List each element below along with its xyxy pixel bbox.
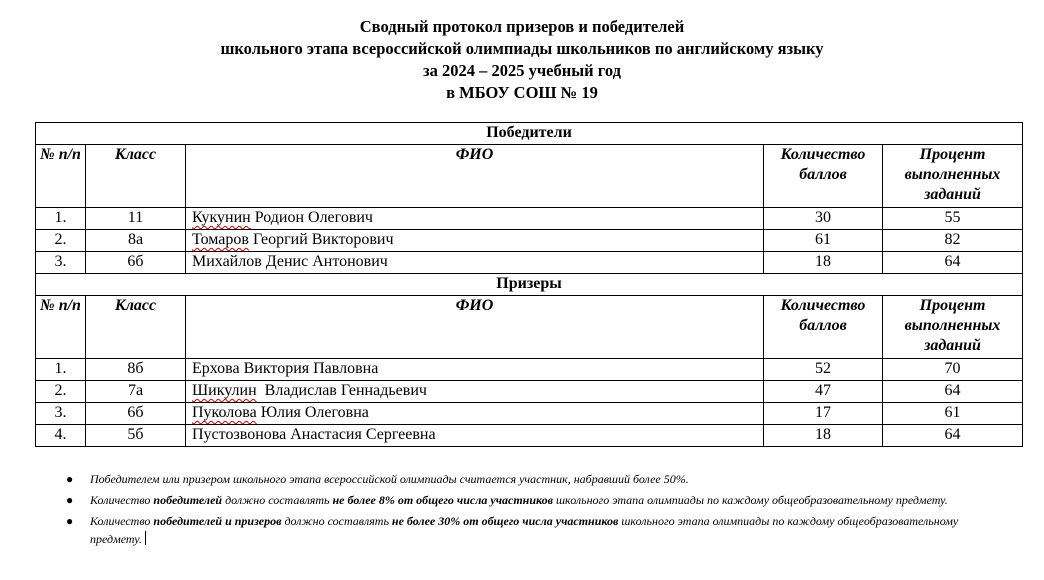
- row-surname: Пустозвонова: [192, 426, 287, 443]
- row-name: [186, 381, 764, 403]
- row-given-names: Юлия Олеговна: [256, 404, 369, 421]
- row-percent: 64: [883, 252, 1023, 274]
- table-row: [36, 230, 1023, 252]
- row-given-names: Владислав Геннадьевич: [256, 382, 427, 399]
- bullet-icon: ●: [66, 514, 74, 528]
- row-score: 61: [764, 230, 883, 252]
- table-row: [36, 403, 1023, 425]
- header-name: ФИО: [186, 296, 764, 359]
- row-class: 6б: [86, 403, 186, 425]
- text-cursor: [145, 531, 146, 545]
- row-name: [186, 425, 764, 447]
- title-line-1: Сводный протокол призеров и победителей: [359, 17, 685, 36]
- header-score: Количество баллов: [764, 296, 883, 359]
- note-emphasis: не более 8% от общего числа участников: [332, 493, 553, 507]
- row-percent: 55: [883, 208, 1023, 230]
- header-percent: Процент выполненных заданий: [883, 296, 1023, 359]
- header-num: № п/п: [36, 145, 86, 208]
- table-row: [36, 425, 1023, 447]
- row-class: 11: [86, 208, 186, 230]
- winners-header-row: [36, 145, 1023, 208]
- results-table: [35, 122, 1023, 447]
- row-percent: 64: [883, 381, 1023, 403]
- document-title: [0, 16, 1044, 104]
- row-given-names: Денис Антонович: [261, 253, 388, 270]
- row-given-names: Виктория Павловна: [239, 360, 379, 377]
- row-surname: Ерхова: [192, 360, 240, 377]
- prizewinners-section-label: Призеры: [36, 274, 1023, 296]
- row-percent: 70: [883, 359, 1023, 381]
- table-row: [36, 252, 1023, 274]
- row-given-names: Родион Олегович: [250, 209, 373, 226]
- row-given-names: Анастасия Сергеевна: [286, 426, 436, 443]
- row-surname: Томаров: [192, 231, 249, 248]
- row-num: 2.: [36, 381, 86, 403]
- row-percent: 61: [883, 403, 1023, 425]
- header-class: Класс: [86, 296, 186, 359]
- row-name: [186, 359, 764, 381]
- note-3-text: [90, 514, 958, 546]
- row-name: [186, 252, 764, 274]
- row-num: 2.: [36, 230, 86, 252]
- note-item: [66, 470, 986, 488]
- row-num: 3.: [36, 403, 86, 425]
- row-num: 1.: [36, 208, 86, 230]
- bullet-icon: ●: [66, 472, 74, 486]
- row-score: 18: [764, 252, 883, 274]
- row-name: [186, 208, 764, 230]
- title-line-3: за 2024 – 2025 учебный год: [423, 61, 621, 80]
- row-score: 52: [764, 359, 883, 381]
- header-percent: Процент выполненных заданий: [883, 145, 1023, 208]
- note-item: [66, 512, 986, 548]
- note-2-text: [90, 493, 948, 507]
- note-emphasis: победителей и призеров: [153, 514, 282, 528]
- row-class: 7а: [86, 381, 186, 403]
- row-num: 4.: [36, 425, 86, 447]
- row-num: 1.: [36, 359, 86, 381]
- note-item: [66, 491, 986, 509]
- row-surname: Михайлов: [192, 253, 262, 270]
- note-text-part: Количество: [90, 514, 154, 528]
- row-name: [186, 230, 764, 252]
- note-text-part: школьного этапа олимпиады по каждому общеобразовательному предмету.: [552, 493, 948, 507]
- row-class: 5б: [86, 425, 186, 447]
- row-given-names: Георгий Викторович: [248, 231, 394, 248]
- table-row: [36, 359, 1023, 381]
- row-class: 8а: [86, 230, 186, 252]
- row-surname: Шикулин: [192, 382, 257, 399]
- prizewinners-header-row: [36, 296, 1023, 359]
- row-surname: Кукунин: [192, 209, 251, 226]
- row-class: 8б: [86, 359, 186, 381]
- table-row: [36, 381, 1023, 403]
- row-surname: Пуколова: [192, 404, 257, 421]
- note-text-part: должно составлять: [281, 514, 392, 528]
- row-percent: 64: [883, 425, 1023, 447]
- title-line-2: школьного этапа всероссийской олимпиады школьников по английскому языку: [220, 39, 824, 58]
- table-row: [36, 208, 1023, 230]
- note-text-part: школьного этапа олимпиады по каждому общеобразовательному предмету.: [90, 514, 959, 546]
- winners-section-row: [36, 123, 1023, 145]
- row-name: [186, 403, 764, 425]
- row-score: 18: [764, 425, 883, 447]
- header-name: ФИО: [186, 145, 764, 208]
- row-class: 6б: [86, 252, 186, 274]
- title-line-4: в МБОУ СОШ № 19: [446, 83, 598, 102]
- note-text-part: должно составлять: [222, 493, 333, 507]
- note-1-text: Победителем или призером школьного этапа всероссийской олимпиады считается участник, набравший более 50%.: [90, 472, 689, 486]
- note-emphasis: победителей: [153, 493, 223, 507]
- note-emphasis: не более 30% от общего числа участников: [391, 514, 619, 528]
- row-score: 17: [764, 403, 883, 425]
- header-class: Класс: [86, 145, 186, 208]
- prizewinners-section-row: [36, 274, 1023, 296]
- header-num: № п/п: [36, 296, 86, 359]
- winners-section-label: Победители: [36, 123, 1023, 145]
- row-score: 47: [764, 381, 883, 403]
- header-score: Количество баллов: [764, 145, 883, 208]
- footnotes: [66, 470, 986, 551]
- bullet-icon: ●: [66, 493, 74, 507]
- row-score: 30: [764, 208, 883, 230]
- note-text-part: Количество: [90, 493, 154, 507]
- row-num: 3.: [36, 252, 86, 274]
- row-percent: 82: [883, 230, 1023, 252]
